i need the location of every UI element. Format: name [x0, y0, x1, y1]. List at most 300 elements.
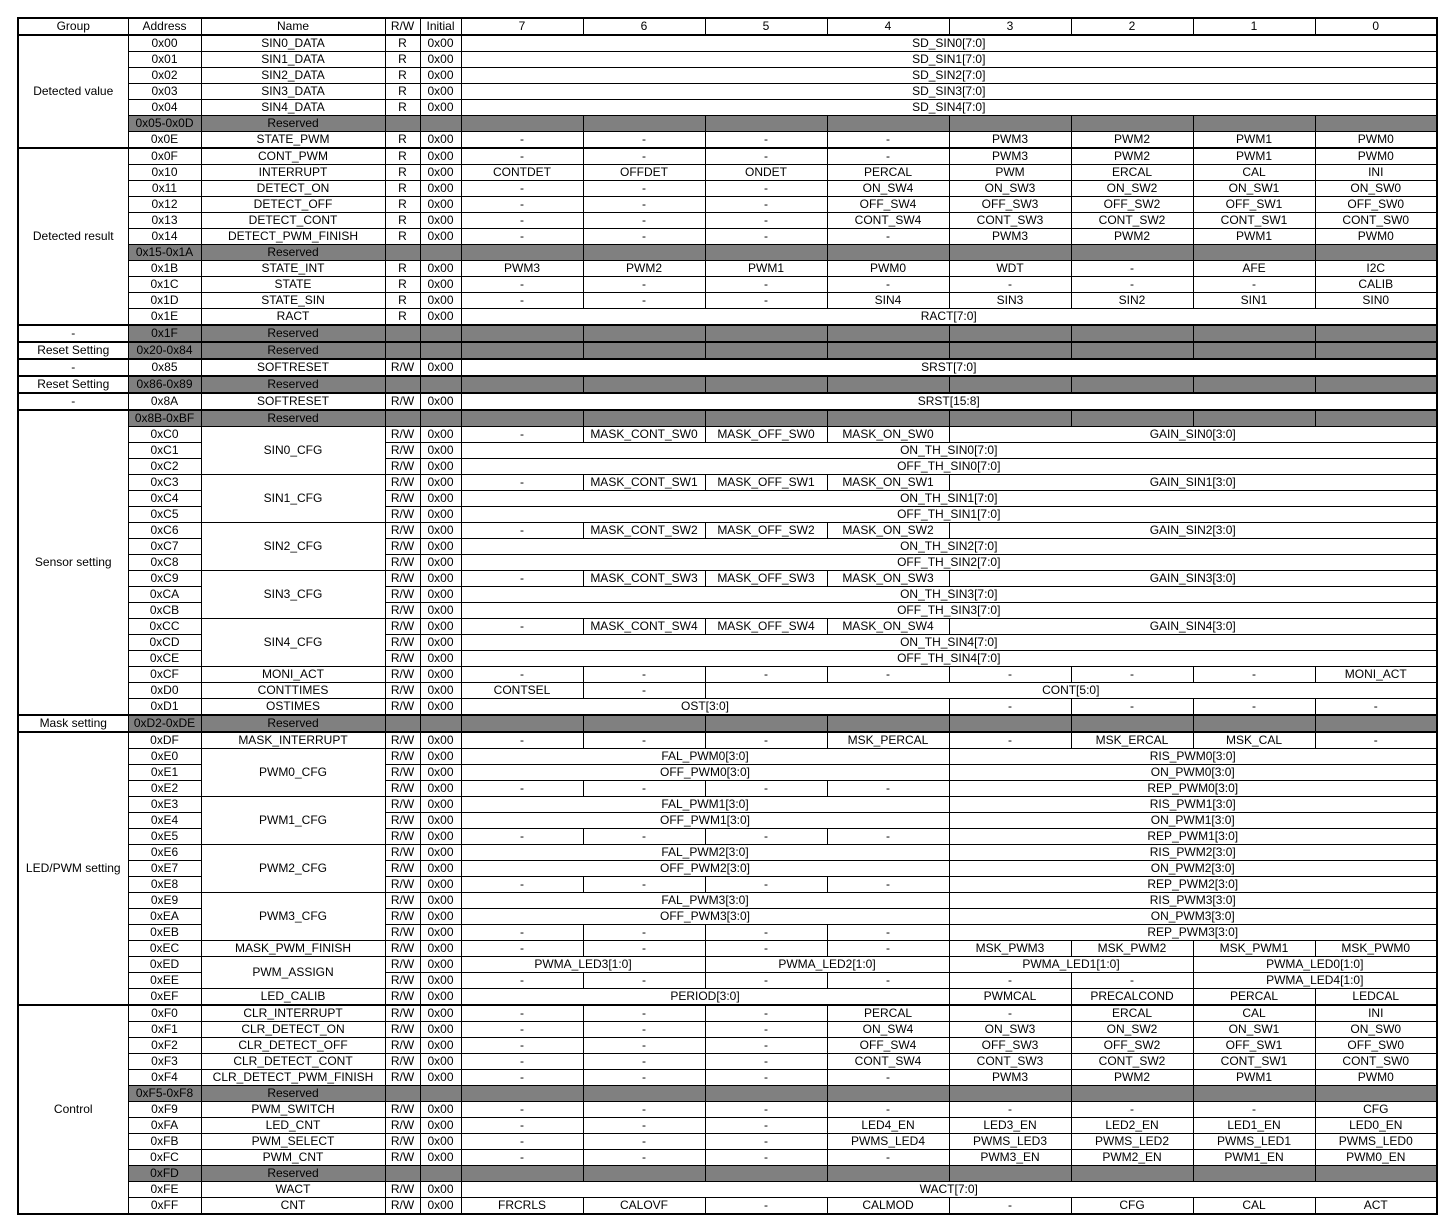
- register-address: 0xE6: [128, 845, 201, 861]
- register-address: 0xFB: [128, 1134, 201, 1150]
- bit-field: -: [583, 732, 705, 749]
- register-address: 0x05-0x0D: [128, 116, 201, 132]
- bit-field: -: [583, 1102, 705, 1118]
- group-label: -: [18, 359, 128, 376]
- column-header: Initial: [420, 18, 461, 35]
- register-address: 0x11: [128, 181, 201, 197]
- register-initial: 0x00: [420, 683, 461, 699]
- bit-field: SD_SIN2[7:0]: [461, 68, 1437, 84]
- bit-field: PWMS_LED0: [1315, 1134, 1437, 1150]
- group-label: Detected value: [18, 35, 128, 148]
- column-header: Name: [201, 18, 385, 35]
- bit-field: MASK_CONT_SW0: [583, 427, 705, 443]
- bit-field: PWMCAL: [949, 989, 1071, 1006]
- register-address: 0xFA: [128, 1118, 201, 1134]
- register-row: [18, 181, 1437, 197]
- register-access: R: [385, 213, 420, 229]
- register-name: PWM1_CFG: [201, 797, 385, 845]
- group-label: Sensor setting: [18, 410, 128, 715]
- bit-field: -: [461, 1054, 583, 1070]
- bit-field: ERCAL: [1071, 165, 1193, 181]
- register-initial: 0x00: [420, 100, 461, 116]
- register-address: 0x03: [128, 84, 201, 100]
- register-row: [18, 1070, 1437, 1086]
- bit-field: -: [583, 277, 705, 293]
- bit-field: OFF_SW1: [1193, 1038, 1315, 1054]
- register-address: 0xF1: [128, 1022, 201, 1038]
- register-name: LED_CALIB: [201, 989, 385, 1006]
- register-initial: 0x00: [420, 893, 461, 909]
- register-access: R: [385, 197, 420, 213]
- register-initial: 0x00: [420, 1150, 461, 1166]
- reserved-fill: [705, 245, 827, 261]
- bit-field: -: [705, 1005, 827, 1022]
- register-initial: 0x00: [420, 973, 461, 989]
- bit-field: GAIN_SIN4[3:0]: [949, 619, 1437, 635]
- bit-field: -: [461, 148, 583, 165]
- bit-field: -: [1071, 261, 1193, 277]
- register-initial: 0x00: [420, 427, 461, 443]
- bit-field: OFF_SW0: [1315, 1038, 1437, 1054]
- bit-field: -: [1071, 699, 1193, 716]
- reserved-fill: [1193, 410, 1315, 427]
- group-label: -: [18, 325, 128, 342]
- bit-field: MSK_CAL: [1193, 732, 1315, 749]
- bit-field: MASK_ON_SW4: [827, 619, 949, 635]
- reserved-fill: [1315, 410, 1437, 427]
- register-name: SIN4_CFG: [201, 619, 385, 667]
- bit-field: PWM2: [1071, 1070, 1193, 1086]
- reserved-fill: [1071, 325, 1193, 342]
- bit-field: -: [461, 1005, 583, 1022]
- bit-field: -: [583, 1054, 705, 1070]
- reserved-fill: [1193, 376, 1315, 393]
- bit-field: OFF_SW2: [1071, 197, 1193, 213]
- column-header: Group: [18, 18, 128, 35]
- reserved-fill: [583, 1086, 705, 1102]
- register-access: R/W: [385, 699, 420, 716]
- register-address: 0xF5-0xF8: [128, 1086, 201, 1102]
- reserved-fill: [420, 116, 461, 132]
- register-access: R: [385, 277, 420, 293]
- register-name: Reserved: [201, 715, 385, 732]
- header-row: [18, 18, 1437, 35]
- bit-field: SD_SIN4[7:0]: [461, 100, 1437, 116]
- register-name: MASK_PWM_FINISH: [201, 941, 385, 957]
- register-access: R: [385, 148, 420, 165]
- bit-field: PWM0_EN: [1315, 1150, 1437, 1166]
- register-row: [18, 1198, 1437, 1215]
- reserved-fill: [827, 1086, 949, 1102]
- reserved-fill: [461, 410, 583, 427]
- bit-field: -: [827, 925, 949, 941]
- bit-field: -: [461, 1150, 583, 1166]
- reserved-fill: [949, 116, 1071, 132]
- reserved-fill: [420, 376, 461, 393]
- reserved-fill: [827, 342, 949, 359]
- bit-field: -: [461, 732, 583, 749]
- register-initial: 0x00: [420, 797, 461, 813]
- bit-field: OFF_PWM0[3:0]: [461, 765, 949, 781]
- register-initial: 0x00: [420, 459, 461, 475]
- bit-field: -: [461, 1038, 583, 1054]
- bit-field: -: [827, 1102, 949, 1118]
- register-initial: 0x00: [420, 443, 461, 459]
- register-access: R/W: [385, 491, 420, 507]
- bit-field: MSK_ERCAL: [1071, 732, 1193, 749]
- register-access: R/W: [385, 765, 420, 781]
- bit-field: -: [461, 1118, 583, 1134]
- bit-field: FAL_PWM0[3:0]: [461, 749, 949, 765]
- bit-field: FAL_PWM2[3:0]: [461, 845, 949, 861]
- register-address: 0xF0: [128, 1005, 201, 1022]
- bit-field: LED1_EN: [1193, 1118, 1315, 1134]
- bit-field: CONT_SW4: [827, 1054, 949, 1070]
- bit-field: PWM3: [949, 148, 1071, 165]
- reserved-fill: [1071, 715, 1193, 732]
- bit-field: MSK_PWM3: [949, 941, 1071, 957]
- register-row: [18, 261, 1437, 277]
- register-name: PWM_SELECT: [201, 1134, 385, 1150]
- bit-field: CAL: [1193, 1198, 1315, 1215]
- register-row: [18, 989, 1437, 1006]
- reserved-fill: [461, 1086, 583, 1102]
- bit-field: -: [461, 1070, 583, 1086]
- register-access: R/W: [385, 459, 420, 475]
- reserved-fill: [385, 410, 420, 427]
- register-row: [18, 1038, 1437, 1054]
- register-initial: 0x00: [420, 829, 461, 845]
- bit-field: -: [461, 941, 583, 957]
- reserved-fill: [1193, 1086, 1315, 1102]
- register-name: Reserved: [201, 410, 385, 427]
- bit-field: -: [461, 229, 583, 245]
- register-access: R/W: [385, 877, 420, 893]
- register-row: [18, 1118, 1437, 1134]
- register-row: [18, 68, 1437, 84]
- register-address: 0xF3: [128, 1054, 201, 1070]
- bit-field: -: [583, 877, 705, 893]
- bit-field: MASK_CONT_SW1: [583, 475, 705, 491]
- register-name: PWM_SWITCH: [201, 1102, 385, 1118]
- register-access: R/W: [385, 427, 420, 443]
- register-name: SIN0_DATA: [201, 35, 385, 52]
- bit-field: -: [461, 829, 583, 845]
- register-access: R/W: [385, 732, 420, 749]
- register-row: [18, 523, 1437, 539]
- group-label: LED/PWM setting: [18, 732, 128, 1005]
- register-name: SIN1_CFG: [201, 475, 385, 523]
- bit-field: PWM0: [827, 261, 949, 277]
- bit-field: -: [461, 293, 583, 309]
- bit-field: PWM: [949, 165, 1071, 181]
- bit-field: MASK_ON_SW0: [827, 427, 949, 443]
- register-address: 0x01: [128, 52, 201, 68]
- bit-field: PWM3_EN: [949, 1150, 1071, 1166]
- bit-field: SD_SIN0[7:0]: [461, 35, 1437, 52]
- register-access: R: [385, 100, 420, 116]
- bit-field: ON_SW2: [1071, 181, 1193, 197]
- register-name: STATE: [201, 277, 385, 293]
- register-access: R/W: [385, 1118, 420, 1134]
- register-access: R/W: [385, 507, 420, 523]
- bit-field: -: [949, 277, 1071, 293]
- register-name: INTERRUPT: [201, 165, 385, 181]
- register-access: R/W: [385, 1005, 420, 1022]
- bit-field: PWMS_LED3: [949, 1134, 1071, 1150]
- register-initial: 0x00: [420, 309, 461, 326]
- bit-field: -: [705, 1022, 827, 1038]
- reserved-row: [18, 376, 1437, 393]
- bit-field: -: [705, 941, 827, 957]
- register-row: [18, 1134, 1437, 1150]
- bit-field: -: [583, 683, 705, 699]
- reserved-fill: [705, 116, 827, 132]
- register-access: R: [385, 229, 420, 245]
- register-name: DETECT_CONT: [201, 213, 385, 229]
- reserved-fill: [1193, 1166, 1315, 1182]
- bit-field: PWMS_LED4: [827, 1134, 949, 1150]
- register-name: SIN4_DATA: [201, 100, 385, 116]
- register-access: R/W: [385, 683, 420, 699]
- reserved-fill: [583, 410, 705, 427]
- bit-field: -: [583, 229, 705, 245]
- register-initial: 0x00: [420, 765, 461, 781]
- register-initial: 0x00: [420, 909, 461, 925]
- register-access: R/W: [385, 893, 420, 909]
- register-initial: 0x00: [420, 555, 461, 571]
- bit-field: SIN0: [1315, 293, 1437, 309]
- reserved-fill: [420, 245, 461, 261]
- bit-field: CONTDET: [461, 165, 583, 181]
- bit-field: -: [461, 571, 583, 587]
- bit-field: -: [583, 1038, 705, 1054]
- register-name: STATE_PWM: [201, 132, 385, 149]
- bit-field: OFF_TH_SIN4[7:0]: [461, 651, 1437, 667]
- group-label: Control: [18, 1005, 128, 1214]
- register-initial: 0x00: [420, 1022, 461, 1038]
- reserved-fill: [461, 342, 583, 359]
- register-address: 0xEE: [128, 973, 201, 989]
- bit-field: PWM2: [1071, 229, 1193, 245]
- reserved-fill: [705, 325, 827, 342]
- bit-field: ON_PWM3[3:0]: [949, 909, 1437, 925]
- register-initial: 0x00: [420, 132, 461, 149]
- bit-field: SIN3: [949, 293, 1071, 309]
- bit-field: -: [583, 1150, 705, 1166]
- register-address: 0xE7: [128, 861, 201, 877]
- register-row: [18, 293, 1437, 309]
- bit-field: PERIOD[3:0]: [461, 989, 949, 1006]
- bit-field: OFFDET: [583, 165, 705, 181]
- register-initial: 0x00: [420, 732, 461, 749]
- register-address: 0xF2: [128, 1038, 201, 1054]
- register-row: [18, 1054, 1437, 1070]
- column-header: 6: [583, 18, 705, 35]
- bit-field: CONT_SW4: [827, 213, 949, 229]
- register-initial: 0x00: [420, 293, 461, 309]
- register-access: R/W: [385, 359, 420, 376]
- bit-field: ON_TH_SIN4[7:0]: [461, 635, 1437, 651]
- register-row: [18, 941, 1437, 957]
- register-name: DETECT_ON: [201, 181, 385, 197]
- register-access: R/W: [385, 523, 420, 539]
- bit-field: LED4_EN: [827, 1118, 949, 1134]
- register-address: 0x86-0x89: [128, 376, 201, 393]
- register-address: 0xCD: [128, 635, 201, 651]
- bit-field: ON_SW0: [1315, 181, 1437, 197]
- bit-field: MASK_CONT_SW3: [583, 571, 705, 587]
- bit-field: -: [461, 427, 583, 443]
- group-label: -: [18, 393, 128, 410]
- reserved-fill: [1315, 325, 1437, 342]
- bit-field: PWM2_EN: [1071, 1150, 1193, 1166]
- register-row: [18, 732, 1437, 749]
- bit-field: REP_PWM0[3:0]: [949, 781, 1437, 797]
- bit-field: WDT: [949, 261, 1071, 277]
- register-address: 0xE1: [128, 765, 201, 781]
- register-address: 0x1D: [128, 293, 201, 309]
- bit-field: SRST[7:0]: [461, 359, 1437, 376]
- bit-field: GAIN_SIN2[3:0]: [949, 523, 1437, 539]
- reserved-fill: [583, 342, 705, 359]
- bit-field: -: [583, 781, 705, 797]
- register-access: R/W: [385, 861, 420, 877]
- reserved-fill: [949, 245, 1071, 261]
- bit-field: -: [705, 732, 827, 749]
- register-row: [18, 475, 1437, 491]
- bit-field: OST[3:0]: [461, 699, 949, 716]
- register-address: 0xCA: [128, 587, 201, 603]
- bit-field: CONTSEL: [461, 683, 583, 699]
- bit-field: -: [705, 1038, 827, 1054]
- bit-field: MASK_OFF_SW4: [705, 619, 827, 635]
- register-access: R/W: [385, 1070, 420, 1086]
- register-name: CLR_DETECT_CONT: [201, 1054, 385, 1070]
- reserved-fill: [1071, 342, 1193, 359]
- bit-field: GAIN_SIN3[3:0]: [949, 571, 1437, 587]
- reserved-fill: [827, 325, 949, 342]
- register-address: 0x0F: [128, 148, 201, 165]
- bit-field: -: [827, 132, 949, 149]
- register-name: CLR_DETECT_ON: [201, 1022, 385, 1038]
- group-label: Reset Setting: [18, 342, 128, 359]
- bit-field: -: [705, 667, 827, 683]
- register-name: Reserved: [201, 1166, 385, 1182]
- register-initial: 0x00: [420, 635, 461, 651]
- bit-field: MSK_PWM2: [1071, 941, 1193, 957]
- bit-field: -: [949, 732, 1071, 749]
- bit-field: CONT_SW1: [1193, 213, 1315, 229]
- bit-field: PWM1: [1193, 1070, 1315, 1086]
- bit-field: RIS_PWM3[3:0]: [949, 893, 1437, 909]
- register-initial: 0x00: [420, 165, 461, 181]
- reserved-fill: [827, 410, 949, 427]
- bit-field: CAL: [1193, 1005, 1315, 1022]
- reserved-fill: [1193, 342, 1315, 359]
- register-address: 0xEF: [128, 989, 201, 1006]
- bit-field: WACT[7:0]: [461, 1182, 1437, 1198]
- register-address: 0xC6: [128, 523, 201, 539]
- bit-field: PERCAL: [827, 1005, 949, 1022]
- bit-field: MASK_OFF_SW1: [705, 475, 827, 491]
- reserved-fill: [461, 245, 583, 261]
- register-address: 0xE9: [128, 893, 201, 909]
- register-initial: 0x00: [420, 35, 461, 52]
- register-initial: 0x00: [420, 1005, 461, 1022]
- register-address: 0x20-0x84: [128, 342, 201, 359]
- reserved-fill: [583, 715, 705, 732]
- bit-field: PERCAL: [827, 165, 949, 181]
- bit-field: -: [1071, 1102, 1193, 1118]
- bit-field: -: [583, 213, 705, 229]
- reserved-fill: [385, 116, 420, 132]
- bit-field: -: [827, 877, 949, 893]
- reserved-fill: [705, 410, 827, 427]
- register-name: CONT_PWM: [201, 148, 385, 165]
- bit-field: -: [827, 973, 949, 989]
- register-address: 0x12: [128, 197, 201, 213]
- register-row: [18, 52, 1437, 68]
- bit-field: OFF_SW3: [949, 1038, 1071, 1054]
- register-address: 0xC8: [128, 555, 201, 571]
- reserved-fill: [385, 376, 420, 393]
- register-row: [18, 100, 1437, 116]
- register-access: R/W: [385, 989, 420, 1006]
- reserved-fill: [1193, 325, 1315, 342]
- register-address: 0xE3: [128, 797, 201, 813]
- bit-field: -: [583, 148, 705, 165]
- bit-field: -: [461, 925, 583, 941]
- reserved-fill: [420, 342, 461, 359]
- reserved-fill: [705, 1086, 827, 1102]
- bit-field: PWM1: [1193, 229, 1315, 245]
- bit-field: -: [705, 925, 827, 941]
- bit-field: CONT[5:0]: [705, 683, 1437, 699]
- bit-field: -: [705, 213, 827, 229]
- register-name: CONTTIMES: [201, 683, 385, 699]
- bit-field: OFF_PWM3[3:0]: [461, 909, 949, 925]
- bit-field: CFG: [1315, 1102, 1437, 1118]
- bit-field: -: [705, 181, 827, 197]
- register-access: R/W: [385, 1022, 420, 1038]
- register-initial: 0x00: [420, 1134, 461, 1150]
- bit-field: OFF_SW2: [1071, 1038, 1193, 1054]
- bit-field: CALMOD: [827, 1198, 949, 1215]
- register-address: 0xEB: [128, 925, 201, 941]
- bit-field: -: [461, 619, 583, 635]
- bit-field: -: [583, 1070, 705, 1086]
- register-access: R/W: [385, 1150, 420, 1166]
- register-row: [18, 309, 1437, 326]
- reserved-fill: [827, 715, 949, 732]
- register-initial: 0x00: [420, 197, 461, 213]
- register-access: R: [385, 35, 420, 52]
- register-name: MASK_INTERRUPT: [201, 732, 385, 749]
- register-initial: 0x00: [420, 523, 461, 539]
- register-name: PWM3_CFG: [201, 893, 385, 941]
- reserved-fill: [949, 1166, 1071, 1182]
- register-address: 0xD2-0xDE: [128, 715, 201, 732]
- bit-field: PWMA_LED2[1:0]: [705, 957, 949, 973]
- register-name: DETECT_OFF: [201, 197, 385, 213]
- bit-field: OFF_TH_SIN3[7:0]: [461, 603, 1437, 619]
- register-address: 0xF4: [128, 1070, 201, 1086]
- reserved-fill: [1315, 116, 1437, 132]
- register-initial: 0x00: [420, 813, 461, 829]
- reserved-fill: [385, 245, 420, 261]
- bit-field: CONT_SW0: [1315, 1054, 1437, 1070]
